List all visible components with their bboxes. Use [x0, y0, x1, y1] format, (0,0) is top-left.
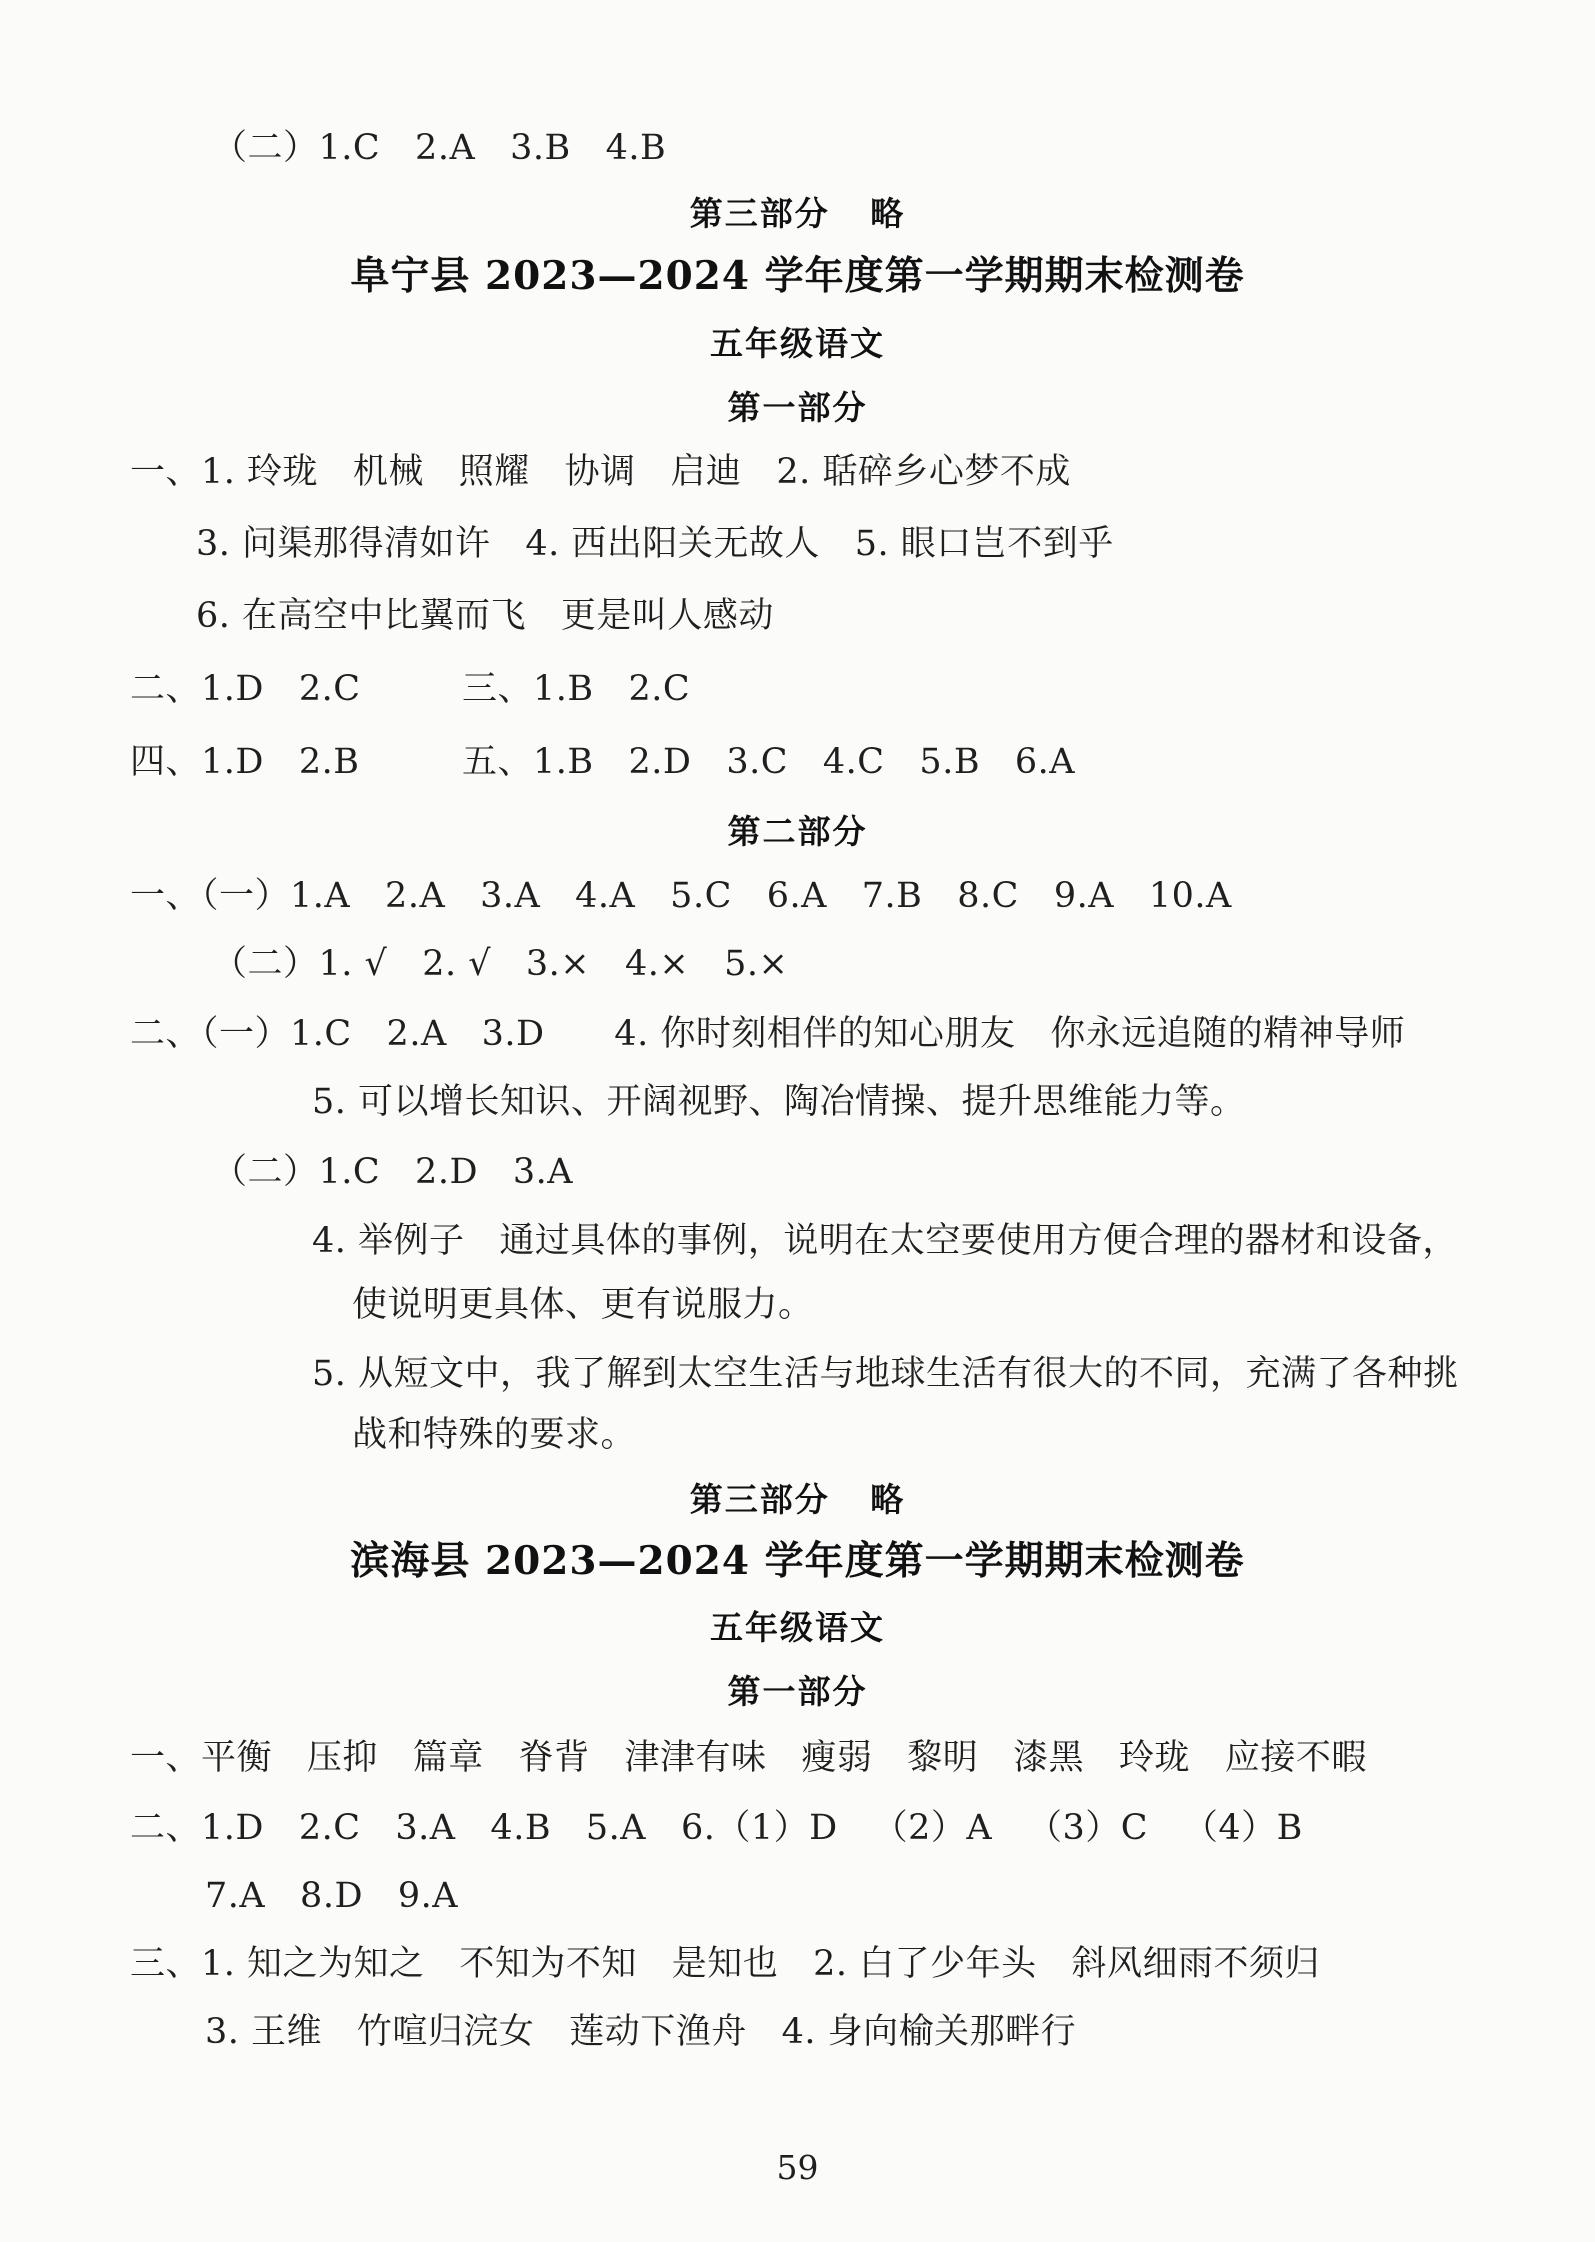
answer-line: 一、（一）1.A 2.A 3.A 4.A 5.C 6.A 7.B 8.C 9.A 10.A	[130, 876, 1232, 916]
answer-line: 四、1.D 2.B	[130, 742, 360, 782]
answer-line: 五、1.B 2.D 3.C 4.C 5.B 6.A	[462, 742, 1076, 782]
answer-line: 使说明更具体、更有说服力。	[352, 1285, 814, 1325]
answer-line: 5. 可以增长知识、开阔视野、陶冶情操、提升思维能力等。	[312, 1082, 1246, 1122]
answer-line: 6. 在高空中比翼而飞 更是叫人感动	[196, 596, 774, 636]
answer-line: 4. 举例子 通过具体的事例，说明在太空要使用方便合理的器材和设备，	[312, 1221, 1458, 1261]
answer-line: 3. 王维 竹喧归浣女 莲动下渔舟 4. 身向榆关那畔行	[205, 2012, 1077, 2052]
answer-line: 3. 问渠那得清如许 4. 西出阳关无故人 5. 眼口岂不到乎	[196, 524, 1114, 564]
answer-line: 三、1. 知之为知之 不知为不知 是知也 2. 白了少年头 斜风细雨不须归	[130, 1944, 1321, 1984]
answer-line: 一、平衡 压抑 篇章 脊背 津津有味 瘦弱 黎明 漆黑 玲珑 应接不暇	[130, 1738, 1367, 1778]
answer-line: 一、1. 玲珑 机械 照耀 协调 启迪 2. 聒碎乡心梦不成	[130, 452, 1071, 492]
section-heading: 第三部分 略	[689, 194, 906, 233]
part-heading: 第二部分	[727, 812, 868, 851]
page-number: 59	[776, 2148, 819, 2187]
answer-line: 5. 从短文中，我了解到太空生活与地球生活有很大的不同，充满了各种挑	[312, 1354, 1459, 1394]
answer-line: （二）1.C 2.D 3.A	[212, 1152, 574, 1192]
section-heading: 第三部分 略	[689, 1480, 906, 1519]
answer-line: 战和特殊的要求。	[352, 1415, 637, 1455]
part-heading: 第一部分	[727, 388, 868, 427]
answer-line: 二、（一）1.C 2.A 3.D 4. 你时刻相伴的知心朋友 你永远追随的精神导师	[130, 1014, 1406, 1054]
grade-subject-heading: 五年级语文	[710, 324, 885, 363]
grade-subject-heading: 五年级语文	[710, 1608, 885, 1647]
answer-line: 三、1.B 2.C	[462, 669, 691, 709]
answer-line: （二）1. √ 2. √ 3.× 4.× 5.×	[212, 944, 789, 984]
answer-line: 二、1.D 2.C 3.A 4.B 5.A 6.（1）D （2）A （3）C （4）B	[130, 1808, 1303, 1848]
answer-line: （二）1.C 2.A 3.B 4.B	[212, 128, 667, 168]
exam-title: 阜宁县 2023—2024 学年度第一学期期末检测卷	[350, 253, 1245, 299]
answer-line: 7.A 8.D 9.A	[205, 1876, 459, 1916]
part-heading: 第一部分	[727, 1672, 868, 1711]
exam-title: 滨海县 2023—2024 学年度第一学期期末检测卷	[350, 1538, 1245, 1584]
answer-line: 二、1.D 2.C	[130, 669, 361, 709]
